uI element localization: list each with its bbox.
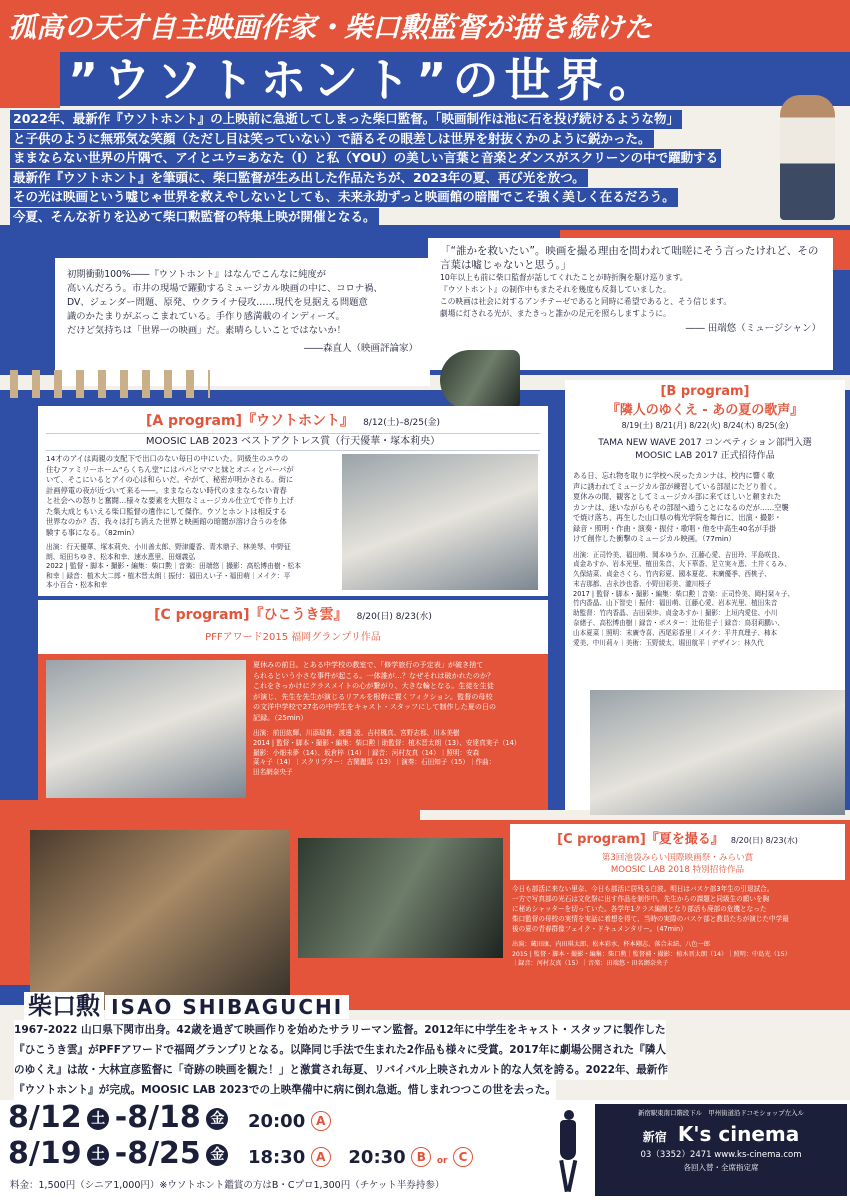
quote-ta-line: 劇場に灯される光が、またきっと誰かの足元を照らしますように。 — [440, 309, 671, 318]
dancer-silhouette — [548, 1104, 588, 1196]
row2-or: or — [436, 1156, 448, 1166]
profile-name — [24, 986, 349, 1020]
prog-c2-text — [512, 884, 846, 969]
prog-c2-credits — [512, 940, 846, 969]
row2-day1: 土 — [87, 1144, 109, 1166]
theater-prefix: 新宿 — [642, 1130, 667, 1144]
profile-name-jp: 柴口勲 — [24, 992, 104, 1020]
quote-mori-author: ――森直人（映画評論家） — [303, 343, 418, 354]
intro-line: その光は映画という嘘じゃ世界を救えやしないとしても、未来永劫ずっと映画館の暗闇でこそ強く美しく在るだろう。 — [10, 188, 678, 207]
profile-bio — [14, 1020, 844, 1102]
prog-b-still — [590, 690, 845, 815]
theater-address: 新宿駅東南口階段下ル 甲州街道沿ドコモショップ左入ル — [638, 1109, 804, 1117]
prog-a-dates: 8/12(土)–8/25(金) — [363, 418, 441, 428]
prog-c2-card — [290, 820, 850, 1010]
row2-end: -8/25 — [114, 1136, 201, 1171]
credit-line: 朗、垣田ちゆき、松本和幸、速水恵里、田畑義弘 — [46, 552, 196, 561]
row2-time-1: 18:30 — [247, 1147, 306, 1168]
synopsis-line: いて、そこにいるとアイの心は和らいだ。やがて、秘密が明かされる。街に — [46, 475, 294, 484]
credit-line: 出演：行天優華、塚本莉央、小川善太郎、野津慶香、青木鼎子、林美琴、中野征 — [46, 543, 291, 551]
credit-line: 助監督：竹内香晶、吉田栞歩、貞金あすか｜撮影：上垣内愛佳、小川 — [573, 609, 778, 618]
prog-c1-award: PFFアワード2015 福岡グランプリ作品 — [205, 632, 381, 643]
prog-c1-card — [38, 600, 548, 810]
price-info: 料金：1,500円（シニア1,000円）※ウソトホント鑑賞の方はB・Cプロ1,300円（チケット半券持参） — [10, 1180, 445, 1191]
synopsis-line: 一方で写真部の光石は文化祭に出す作品を制作中。先生からの課題と同級生の願いを胸 — [512, 895, 770, 903]
intro-line: ままならない世界の片隅で、アイとユウ=あなた（I）と私（YOU）の美しい言葉と音楽とダンスがスクリーンの中で躍動する — [10, 149, 721, 168]
schedule-row-2 — [8, 1136, 578, 1176]
synopsis-line: られるという小さな事件が起こる。一体誰が…？なぜそれは破かれたのか？ — [253, 670, 495, 680]
synopsis-line: 住むファミリーホーム“らくちん堂”にはパパとママと妹とオニィとパーパが — [46, 464, 294, 474]
synopsis-line: 夏休みの間、観客としてミュージカル部に来てほしいと頼まれた — [573, 492, 782, 501]
intro-text — [10, 110, 775, 222]
synopsis-line: 14才のアイは両親の支配下で出口のない毎日の中にいた。同級生のユウの — [46, 454, 289, 463]
row1-start: 8/12 — [8, 1100, 82, 1135]
synopsis-line: と社会への怒りと奮闘…様々な要素を大胆なミュージカル仕立てで作り上げ — [46, 496, 294, 505]
synopsis-line: カンナは、迷いながらもその部屋へ通うことになるのだが……空襲 — [573, 502, 789, 512]
credit-line: 本小百合・松本和幸 — [46, 581, 108, 589]
intro-line: 最新作『ウソトホント』を筆頭に、柴口監督が生み出した作品たちが、2023年の夏、再び光を放つ。 — [10, 169, 588, 188]
row1-day1: 土 — [87, 1108, 109, 1130]
prog-b-credits — [573, 551, 837, 649]
credit-line: 山本夏菜｜照明：末廣寺喜、西尾彩香里｜メイク：平井真理子、柿本 — [573, 628, 778, 637]
prog-c1-synopsis — [253, 660, 543, 723]
prog-b-synopsis — [573, 471, 837, 545]
synopsis-line: ある日、忘れ物を取りに学校へ戻ったカンナは、校内に響く歌 — [573, 471, 775, 480]
prog-a-still — [342, 454, 538, 590]
prog-c2-synopsis — [512, 884, 846, 934]
intro-line: 今夏、そんな祈りを込めて柴口勲監督の特集上映が開催となる。 — [10, 208, 379, 227]
prog-a-credits — [46, 543, 336, 591]
prog-c2-title: [C program]『夏を撮る』 — [557, 832, 724, 847]
profile-line: 『ウソトホント』が完成。MOOSIC LAB 2023での上映準備中に病に倒れ急逝。惜しまれつつこの世を去った。 — [14, 1080, 556, 1100]
prog-c2-still — [298, 838, 503, 958]
intro-line: と子供のように無邪気な笑顔（ただし目は笑っていない）で語るその眼差しは世界を射抜くかのように鋭かった。 — [10, 130, 654, 149]
prog-a-title: [A program]『ウソトホント』 — [145, 413, 354, 429]
prog-a-card — [38, 406, 548, 596]
quote-mori-line: 識のかたまりがぶっこまれている。手作り感満載のインディーズ。 — [67, 311, 345, 322]
quote-mori-line: 初期衝動100%――『ウソトホント』はなんでこんなに純度が — [67, 269, 327, 280]
synopsis-line: 夏休みの前日。とある中学校の教室で、「修学旅行の予定表」が破き捨て — [253, 660, 484, 669]
prog-b-dates: 8/19(土) 8/21(月) 8/22(火) 8/24(木) 8/25(金) — [621, 421, 789, 430]
synopsis-line: これをきっかけにクラスメイトの心が繋がり、大きな輪となる。生徒を生徒 — [253, 681, 494, 690]
synopsis-line: 計画停電の夜が近づいて来る――。ままならない時代のままならない青春 — [46, 485, 287, 495]
theater-box — [595, 1104, 847, 1196]
synopsis-line: 験する事になる。（82min） — [46, 527, 139, 537]
credit-line: 2022 | 監督・脚本・撮影・編集：柴口勲｜音楽：田端悠｜撮影：高松博由樹・松本 — [46, 562, 302, 570]
page-title: ”ウソトホント”の世界。 — [68, 53, 661, 107]
credit-line: 出演：正司怜美、福田萌、岡本ゆうか、江藤心愛、吉田玲、平島咲良、 — [573, 550, 784, 559]
quote-ta-line: 10年以上も前に柴口監督が話してくれたことが時折胸を駆け巡ります。 — [440, 273, 688, 282]
synopsis-line: が演じ、先生を先生が演じるリアルを根幹に置くフィクション。監督の母校 — [253, 691, 493, 701]
credit-line: 出演：前田紘輝、川添瑞貴、渡邊 凌、吉村楓真、宮野志都、川本美樹 — [253, 729, 460, 737]
theater-note: 各回入替・全席指定席 — [683, 1163, 759, 1172]
prog-b-award-1: TAMA NEW WAVE 2017 コンペティション部門入選 — [598, 438, 812, 448]
prog-c2-award-2: MOOSIC LAB 2018 特別招待作品 — [610, 865, 745, 875]
row2-start: 8/19 — [8, 1136, 82, 1171]
row2-time-2: 20:30 — [348, 1147, 406, 1168]
prog-c2-header — [510, 824, 845, 880]
dancer-photo — [440, 350, 520, 410]
profile-line: のゆくえ』は故・大林宣彦監督に「奇跡の映画を観た！」と激賞され毎夏、リバイバル上映されカルト的な人気を誇る。2022年、最新作 — [14, 1060, 668, 1080]
left-red-block — [0, 48, 60, 108]
prog-a-award: MOOSIC LAB 2023 ベストアクトレス賞（行天優華・塚本莉央） — [46, 433, 540, 451]
quote-mori-line: DV、ジェンダー問題、原発、ウクライナ侵攻……現代を見据える問題意 — [67, 297, 368, 308]
credit-line: 奈緒子、高松博由樹｜録音・ポスター：辻佑佳子｜録音：鳥羽莉鵬い、 — [573, 619, 784, 628]
profile-line: 『ひこうき雲』がPFFアワードで福岡グランプリとなる。以降同じ手法で生まれた2作品も様々に受賞。2017年に劇場公開された『隣人 — [14, 1040, 666, 1060]
synopsis-line: 世界なのか？否、我々は打ち消えた世界と映画館の暗闇が溶け合うのを体 — [46, 517, 287, 526]
quote-ta-line: 『ウソトホント』の制作中もまたそれを幾度も反芻していました。 — [440, 285, 671, 294]
synopsis-line: 記録。（25min） — [253, 712, 308, 722]
synopsis-line: た集大成ともいえる柴口監督の遺作にして傑作。ウソとホントは相反する — [46, 506, 287, 516]
director-portrait — [30, 830, 295, 1010]
credit-line: 竹内香晶、山下智史｜振付：福田萌、江藤心愛、岩本光里、植田朱音 — [573, 599, 778, 608]
quote-ta-author: ―― 田端悠（ミュージシャン） — [685, 323, 821, 334]
profile-line: 1967-2022 山口県下関市出身。42歳を過ぎて映画作りを始めたサラリーマン監督。2012年に中学生をキャスト・スタッフに製作した — [14, 1020, 666, 1040]
synopsis-line: けて創作した衝撃のミュージカル映画。（77min） — [573, 534, 736, 543]
row1-end: -8/18 — [114, 1100, 201, 1135]
quote-ta-line: この映画は社会に対するアンチテーゼであると同時に希望であると、そう信じます。 — [440, 297, 732, 306]
quote-mori-line: だけど気持ちは「世界一の映画」だ。素晴らしいことではないか！ — [67, 325, 346, 336]
credit-line: 田名網奈央子 — [253, 768, 293, 777]
director-photo — [780, 95, 835, 220]
synopsis-line: 今日も部活に来ない里奈、今日も部活に居残る白波。明日はバスケ部3年生の引退試合。 — [512, 885, 774, 893]
credit-line: 久保結菜、貞金さくら、竹内彩夏、國本夏花、末廣優季、西桃子、 — [573, 570, 771, 579]
profile-name-en: ISAO SHIBAGUCHI — [105, 995, 349, 1019]
synopsis-line: 録音・照明・作曲・演奏・振付・歌唱・他を中高生40名が手掛 — [573, 523, 777, 533]
row1-program-badge: A — [311, 1111, 331, 1131]
quote-mori-card — [55, 258, 430, 386]
prog-c1-title: [C program]『ひこうき雲』 — [154, 607, 348, 623]
prog-c1-credits — [253, 729, 543, 778]
credit-line: 末吉那都、吉永沙也香、小野田彩美、瀧川桜子 — [573, 579, 712, 588]
prog-c1-text — [253, 660, 543, 778]
prog-a-synopsis — [46, 454, 336, 538]
credit-line: 菜々子（14）｜スクリプター：古閑麗馬（13）｜演奏：石田知子（15）｜作曲： — [253, 758, 496, 767]
prog-c1-still — [46, 660, 246, 798]
quote-mori-line: 高いんだろう。市井の現場で躍動するミュージカル映画の中に、コロナ禍、 — [67, 283, 383, 294]
synopsis-line: 後の夏の青春群像フェイク・ドキュメンタリー。（47min） — [512, 925, 687, 933]
credit-line: 2014 | 監督・脚本・撮影・編集：柴口勲｜助監督：植木晋太朗（13）、安達真実子（14） — [253, 738, 521, 747]
credit-line: 愛美、中川莉々｜美術：玉野綾太、堀田航平｜デザイン：林久代 — [573, 638, 764, 647]
row2-program-badge-1: A — [311, 1147, 331, 1167]
prog-c1-dates: 8/20(日) 8/23(水) — [356, 612, 432, 622]
theater-name: K's cinema — [677, 1122, 800, 1146]
theater-tel: 03（3352）2471 www.ks-cinema.com — [640, 1150, 802, 1160]
row1-day2: 金 — [206, 1108, 228, 1130]
prog-b-title-2: 『隣人のゆくえ - あの夏の歌声』 — [606, 403, 804, 418]
credit-line: 貞金あすか、岩本光里、植田朱音、大下華香、足立実々恵、土井くるみ、 — [573, 560, 791, 569]
prog-c2-award-1: 第3回池袋みらい国際映画祭・みらい賞 — [601, 853, 754, 863]
credit-line: ｜録音：河村友真（15）｜音楽：田端悠・田名網奈央子 — [512, 960, 669, 967]
prog-c1-header — [38, 600, 548, 654]
synopsis-line: で焼け落ち、再生した山口県の梅光学院を舞台に、出演・撮影・ — [573, 513, 782, 522]
row2-program-badge-b: B — [411, 1147, 431, 1167]
prog-b-award-2: MOOSIC LAB 2017 正式招待作品 — [635, 451, 775, 461]
schedule-row-1 — [8, 1100, 568, 1140]
row1-time: 20:00 — [247, 1111, 306, 1132]
synopsis-line: 柴口監督の母校の実情を実話に着想を得て、当時の実際のバスケ部と教員たちが演じた中学最 — [512, 915, 789, 923]
row2-program-badge-c: C — [453, 1147, 473, 1167]
quote-ta-lead: 「“誰かを救いたい”。映画を撮る理由を問われて咄嗟にそう言ったけれど、その言葉は嘘じゃないと思う。」 — [440, 245, 819, 271]
row2-day2: 金 — [206, 1144, 228, 1166]
credit-line: 撮影：小畑未夢（14）、坂倉梓（14）｜録音：河村友真（14）｜照明：安森 — [253, 748, 480, 757]
credit-line: 和幸｜録音：植木大二郎・植木晋太朗｜振付：福田えい子・福田萌｜メイク：平 — [46, 571, 291, 580]
dancers-strip — [10, 370, 210, 398]
intro-line: 2022年、最新作『ウソトホント』の上映前に急逝してしまった柴口監督。「映画制作は池に石を投げ続けるような物」 — [10, 110, 682, 129]
credit-line: 出演：蔵田康、内田琪太郎、松本彩水、杯本剛志、落合未結、八色一郎 — [512, 941, 710, 948]
prog-b-title-1: [B program] — [660, 384, 750, 399]
prog-c2-dates: 8/20(日) 8/23(水) — [730, 836, 798, 845]
credit-line: 2017 | 監督・脚本・撮影・編集：柴口勲｜音楽：正司怜美、岡村栞々子、 — [573, 589, 795, 598]
synopsis-line: 声に誘われてミュージカル部が練習している部屋にたどり着く。 — [573, 481, 782, 491]
header-tagline: 孤高の天才自主映画作家・柴口勲監督が描き続けた — [8, 11, 653, 44]
credit-line: 2015 | 監督・脚本・撮影・編集：柴口勲｜監督補・撮影：植木晋太朗（14）｜照明：中島光（15） — [512, 950, 791, 958]
synopsis-line: に秘めシャッターを切っていた。各学年1クラス編制となり部活も廃部の危機となった — [512, 905, 767, 913]
synopsis-line: の文洋中学校で27名の中学生をキャスト・スタッフにして制作した夏の日の — [253, 702, 497, 711]
